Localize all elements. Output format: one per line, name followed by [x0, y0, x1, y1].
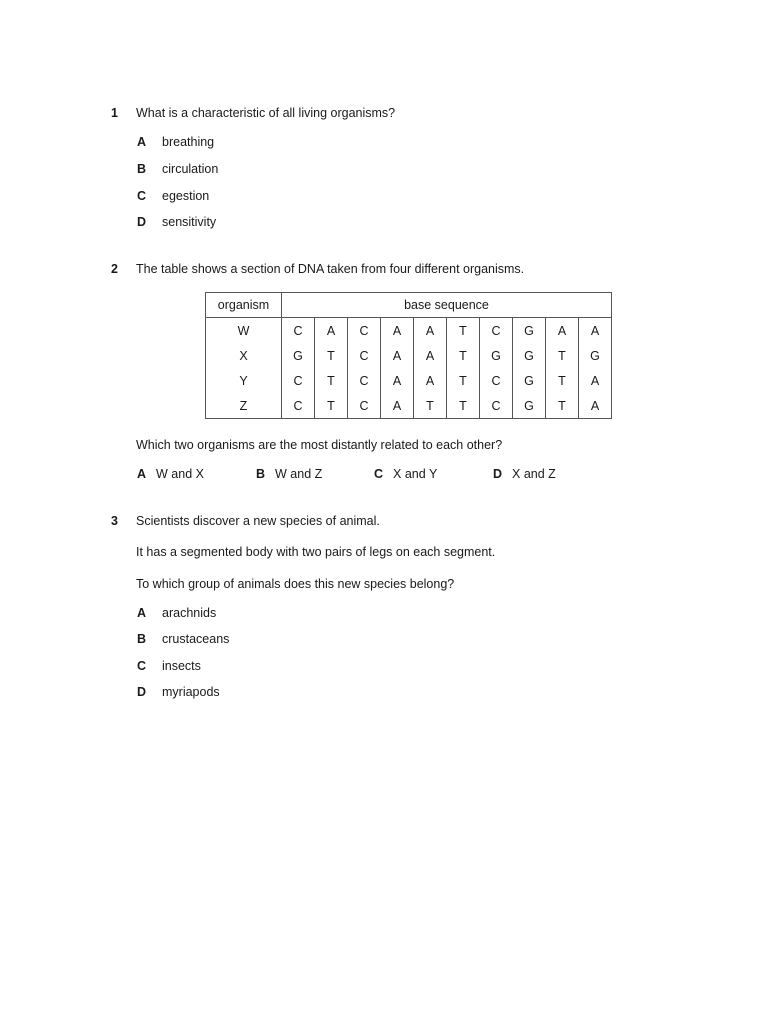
question-2-text: Which two organisms are the most distantly related to each other?: [136, 438, 503, 452]
base-cell: T: [546, 343, 579, 368]
option-text: crustaceans: [162, 632, 230, 646]
base-cell: G: [513, 343, 546, 368]
base-cell: C: [348, 318, 381, 344]
question-3-number: 3: [111, 514, 118, 528]
base-cell: C: [480, 393, 513, 419]
dna-table-body: [206, 318, 612, 419]
organism-cell: Z: [206, 393, 282, 419]
base-cell: T: [447, 368, 480, 393]
base-cell: C: [282, 318, 315, 344]
base-cell: T: [315, 343, 348, 368]
option-text: sensitivity: [162, 215, 217, 229]
base-cell: A: [381, 318, 414, 344]
option-letter: C: [137, 659, 147, 673]
base-cell: C: [348, 393, 381, 419]
dna-row-y: [206, 368, 612, 393]
base-cell: T: [546, 368, 579, 393]
option-letter: D: [137, 215, 147, 229]
option-text: myriapods: [162, 685, 220, 699]
base-cell: T: [447, 393, 480, 419]
base-cell: T: [315, 368, 348, 393]
option-text: W and Z: [275, 467, 323, 481]
base-cell: C: [348, 343, 381, 368]
question-2-intro: The table shows a section of DNA taken from four different organisms.: [136, 262, 525, 276]
header-organism: organism: [206, 293, 282, 318]
question-3-line-1: Scientists discover a new species of animal.: [136, 514, 380, 528]
option-letter: C: [374, 467, 384, 481]
base-cell: T: [447, 318, 480, 344]
organism-cell: X: [206, 343, 282, 368]
base-cell: A: [546, 318, 579, 344]
question-3-text: To which group of animals does this new species belong?: [136, 577, 455, 591]
question-1-number: 1: [111, 106, 118, 120]
option-text: breathing: [162, 135, 215, 149]
q2-option-c[interactable]: [374, 467, 437, 481]
base-cell: A: [579, 368, 612, 393]
base-cell: A: [414, 343, 447, 368]
option-letter: D: [493, 467, 503, 481]
dna-row-z: [206, 393, 612, 419]
base-cell: C: [480, 368, 513, 393]
option-text: arachnids: [162, 606, 217, 620]
question-1-text: What is a characteristic of all living organisms?: [136, 106, 396, 120]
organism-cell: W: [206, 318, 282, 344]
base-cell: G: [480, 343, 513, 368]
header-base-sequence: base sequence: [282, 293, 612, 318]
base-cell: G: [513, 318, 546, 344]
dna-row-x: [206, 343, 612, 368]
option-letter: B: [256, 467, 266, 481]
option-letter: A: [137, 467, 147, 481]
base-cell: T: [546, 393, 579, 419]
option-letter: D: [137, 685, 147, 699]
option-letter: A: [137, 606, 147, 620]
question-3-line-2: It has a segmented body with two pairs of legs on each segment.: [136, 545, 496, 559]
base-cell: T: [414, 393, 447, 419]
option-text: egestion: [162, 189, 210, 203]
base-cell: G: [513, 393, 546, 419]
option-letter: B: [137, 632, 147, 646]
base-cell: A: [579, 393, 612, 419]
option-text: W and X: [156, 467, 204, 481]
dna-row-w: [206, 318, 612, 344]
base-cell: C: [282, 368, 315, 393]
q2-option-d[interactable]: [493, 467, 556, 481]
base-cell: T: [315, 393, 348, 419]
base-cell: A: [414, 318, 447, 344]
q2-option-b[interactable]: [256, 467, 322, 481]
q2-option-a[interactable]: [137, 467, 204, 481]
question-2-number: 2: [111, 262, 118, 276]
option-letter: A: [137, 135, 147, 149]
base-cell: A: [414, 368, 447, 393]
base-cell: A: [579, 318, 612, 344]
base-cell: T: [447, 343, 480, 368]
option-text: circulation: [162, 162, 219, 176]
organism-cell: Y: [206, 368, 282, 393]
base-cell: G: [513, 368, 546, 393]
base-cell: A: [381, 343, 414, 368]
option-letter: C: [137, 189, 147, 203]
dna-table: [205, 292, 612, 419]
base-cell: G: [579, 343, 612, 368]
base-cell: C: [282, 393, 315, 419]
base-cell: G: [282, 343, 315, 368]
option-letter: B: [137, 162, 147, 176]
base-cell: A: [381, 368, 414, 393]
option-text: insects: [162, 659, 201, 673]
base-cell: A: [315, 318, 348, 344]
base-cell: C: [348, 368, 381, 393]
option-text: X and Y: [393, 467, 438, 481]
base-cell: A: [381, 393, 414, 419]
base-cell: C: [480, 318, 513, 344]
option-text: X and Z: [512, 467, 556, 481]
